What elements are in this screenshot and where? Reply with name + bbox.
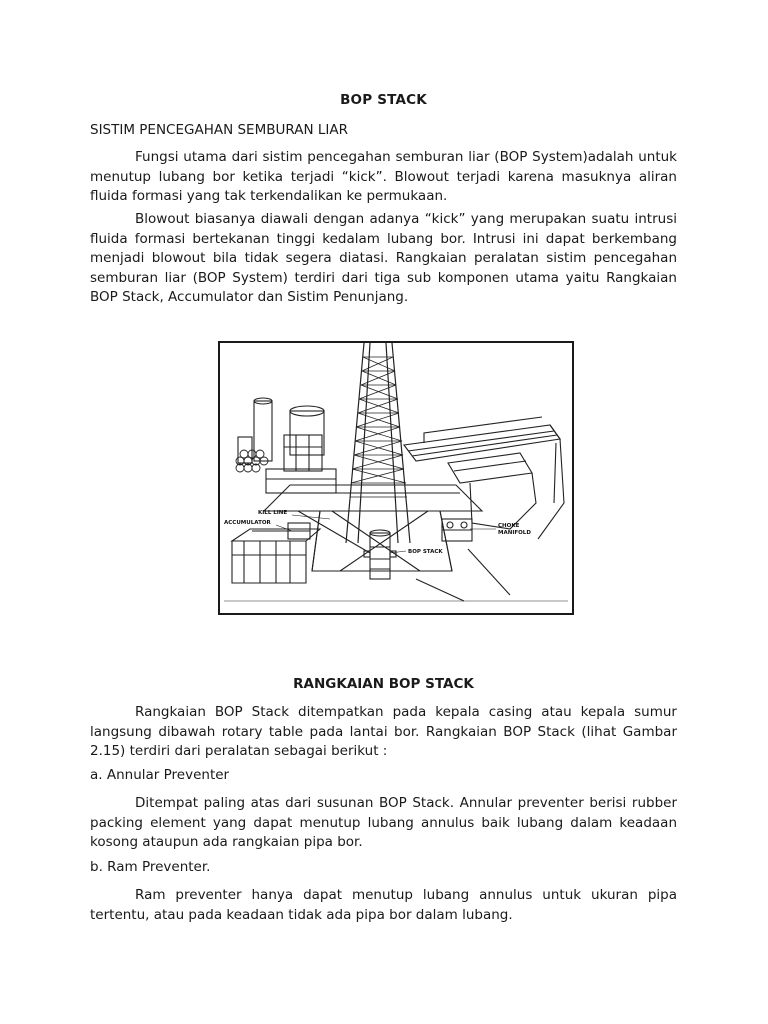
label-accumulator: ACCUMULATOR	[224, 520, 271, 526]
document-title: BOP STACK	[340, 92, 427, 108]
list-item-annular-preventer: a. Annular Preventer	[90, 767, 230, 783]
list-item-ram-preventer: b. Ram Preventer.	[90, 859, 211, 875]
label-kill-line: KILL LINE	[258, 510, 288, 516]
section-heading: RANGKAIAN BOP STACK	[293, 676, 474, 692]
paragraph-4: Ditempat paling atas dari susunan BOP Stack. Annular preventer berisi rubber packing element yang dapat menutup lubang annulus baik lubang dalam keadaan kosong ataupun ada rangkaian pipa bor.	[90, 795, 677, 850]
label-bop-stack: BOP STACK	[408, 549, 443, 555]
label-manifold: MANIFOLD	[498, 530, 531, 536]
drilling-rig-illustration	[220, 343, 572, 613]
paragraph-3: Rangkaian BOP Stack ditempatkan pada kepala casing atau kepala sumur langsung dibawah rotary table pada lantai bor. Rangkaian BOP Stack (lihat Gambar 2.15) terdiri dari peralatan sebagai berikut :	[90, 704, 677, 759]
document-subtitle: SISTIM PENCEGAHAN SEMBURAN LIAR	[90, 122, 348, 138]
label-choke: CHOKE	[498, 523, 520, 529]
paragraph-1: Fungsi utama dari sistim pencegahan semburan liar (BOP System)adalah untuk menutup lubang bor ketika terjadi “kick”. Blowout terjadi karena masuknya aliran fluida formasi yang tak terkendalikan ke permukaan.	[90, 149, 677, 204]
paragraph-2: Blowout biasanya diawali dengan adanya “kick” yang merupakan suatu intrusi fluida formasi bertekanan tinggi kedalam lubang bor. Intrusi ini dapat berkembang menjadi blowout bila tidak segera diatasi. Rangkaian peralatan sistim pencegahan semburan liar (BOP System) terdiri dari tiga sub komponen utama yaitu Rangkaian BOP Stack, Accumulator dan Sistim Penunjang.	[90, 211, 677, 305]
drilling-rig-figure	[218, 341, 574, 615]
paragraph-5: Ram preventer hanya dapat menutup lubang annulus untuk ukuran pipa tertentu, atau pada keadaan tidak ada pipa bor dalam lubang.	[90, 887, 677, 923]
